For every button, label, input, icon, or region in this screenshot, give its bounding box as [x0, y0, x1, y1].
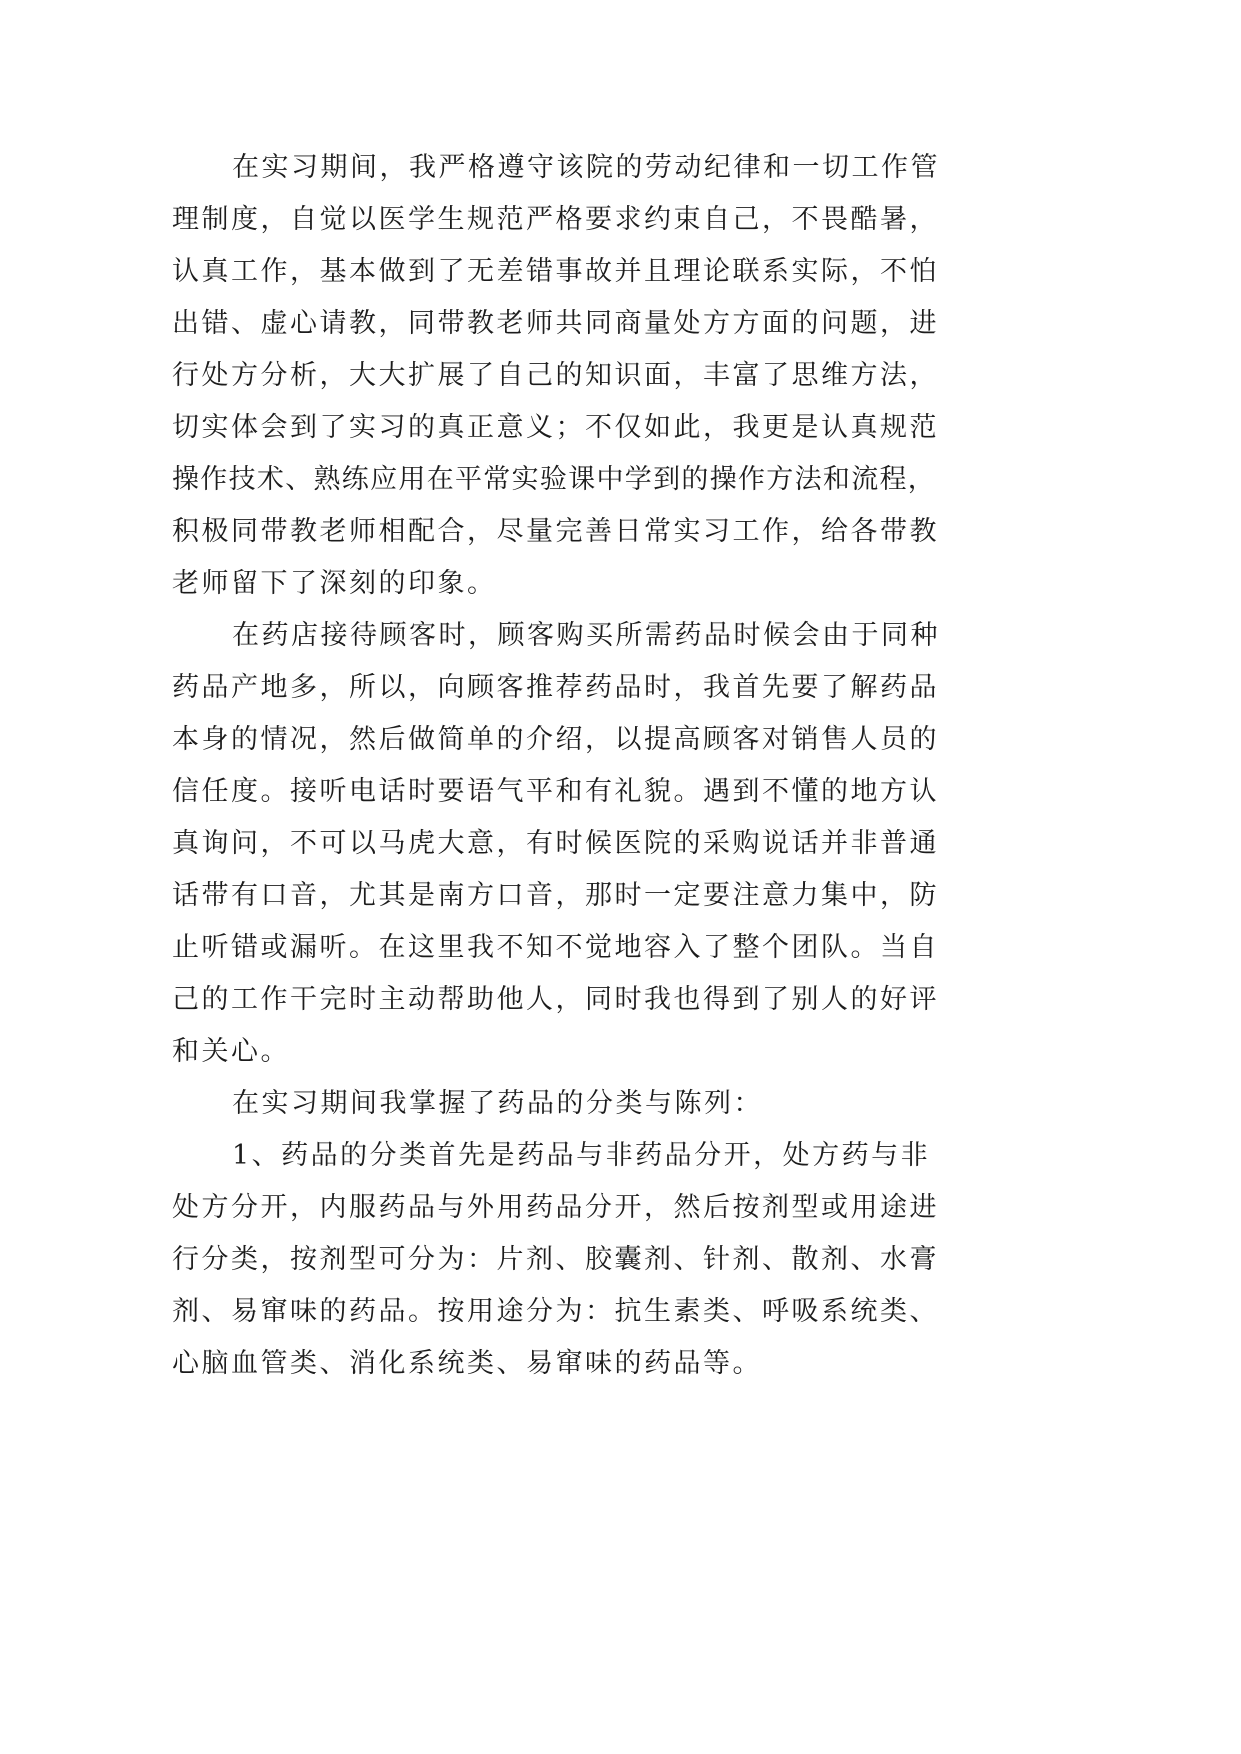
text-line: 积极同带教老师相配合，尽量完善日常实习工作，给各带教: [172, 516, 939, 547]
text-line: 心脑血管类、消化系统类、易窜味的药品等。: [172, 1348, 762, 1379]
text-line: 切实体会到了实习的真正意义；不仅如此，我更是认真规范: [172, 412, 939, 443]
text-line: 药品产地多，所以，向顾客推荐药品时，我首先要了解药品: [172, 672, 939, 703]
text-line: 行处方分析，大大扩展了自己的知识面，丰富了思维方法，: [172, 360, 939, 391]
text-line: 1、药品的分类首先是药品与非药品分开，处方药与非: [232, 1140, 931, 1171]
paragraph-classification-item-1: [172, 1130, 1241, 1390]
text-line: 己的工作干完时主动帮助他人，同时我也得到了别人的好评: [172, 984, 939, 1015]
text-line: 在药店接待顾客时，顾客购买所需药品时候会由于同种: [232, 620, 940, 651]
text-line: 行分类，按剂型可分为：片剂、胶囊剂、针剂、散剂、水膏: [172, 1244, 939, 1275]
text-line: 和关心。: [172, 1036, 290, 1067]
text-line: 在实习期间，我严格遵守该院的劳动纪律和一切工作管: [232, 152, 940, 183]
text-line: 处方分开，内服药品与外用药品分开，然后按剂型或用途进: [172, 1192, 939, 1223]
paragraph-classification-intro: [172, 1078, 1241, 1130]
text-line: 信任度。接听电话时要语气平和有礼貌。遇到不懂的地方认: [172, 776, 939, 807]
text-line: 老师留下了深刻的印象。: [172, 568, 497, 599]
text-line: 在实习期间我掌握了药品的分类与陈列：: [232, 1088, 763, 1119]
text-line: 本身的情况，然后做简单的介绍，以提高顾客对销售人员的: [172, 724, 939, 755]
text-line: 认真工作，基本做到了无差错事故并且理论联系实际，不怕: [172, 256, 939, 287]
text-line: 理制度，自觉以医学生规范严格要求约束自己，不畏酷暑，: [172, 204, 939, 235]
text-line: 剂、易窜味的药品。按用途分为：抗生素类、呼吸系统类、: [172, 1296, 939, 1327]
text-line: 话带有口音，尤其是南方口音，那时一定要注意力集中，防: [172, 880, 939, 911]
text-line: 止听错或漏听。在这里我不知不觉地容入了整个团队。当自: [172, 932, 939, 963]
paragraph-customer-service: [172, 610, 1241, 1078]
text-line: 真询问，不可以马虎大意，有时候医院的采购说话并非普通: [172, 828, 939, 859]
paragraph-internship-discipline: [172, 142, 1241, 610]
text-line: 操作技术、熟练应用在平常实验课中学到的操作方法和流程，: [172, 464, 937, 495]
text-line: 出错、虚心请教，同带教老师共同商量处方方面的问题，进: [172, 308, 939, 339]
